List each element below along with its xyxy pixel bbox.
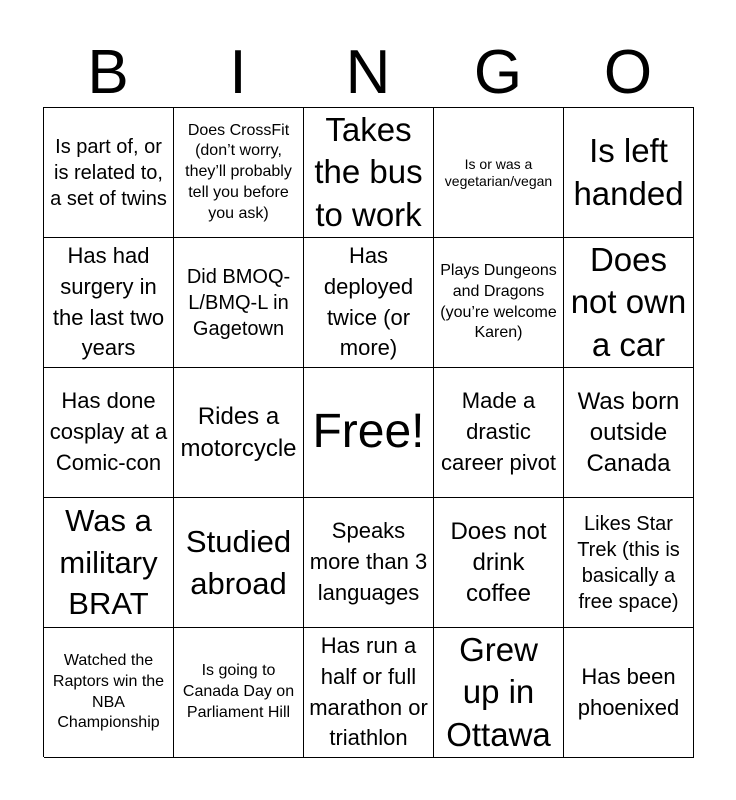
bingo-cell-g5[interactable]: Grew up in Ottawa bbox=[434, 628, 564, 758]
bingo-cell-g1[interactable]: Is or was a vegetarian/vegan bbox=[434, 108, 564, 238]
bingo-cell-b3[interactable]: Has done cosplay at a Comic-con bbox=[44, 368, 174, 498]
header-letter-i: I bbox=[229, 38, 247, 107]
bingo-cell-n2[interactable]: Has deployed twice (or more) bbox=[304, 238, 434, 368]
header-letter-o: O bbox=[603, 38, 653, 107]
bingo-cell-b2[interactable]: Has had surgery in the last two years bbox=[44, 238, 174, 368]
bingo-cell-o3[interactable]: Was born outside Canada bbox=[564, 368, 694, 498]
bingo-cell-g4[interactable]: Does not drink coffee bbox=[434, 498, 564, 628]
bingo-cell-o5[interactable]: Has been phoenixed bbox=[564, 628, 694, 758]
header-letter-g: G bbox=[473, 38, 523, 107]
bingo-cell-n4[interactable]: Speaks more than 3 languages bbox=[304, 498, 434, 628]
bingo-cell-o4[interactable]: Likes Star Trek (this is basically a free space) bbox=[564, 498, 694, 628]
bingo-cell-o2[interactable]: Does not own a car bbox=[564, 238, 694, 368]
header-letter-b: B bbox=[87, 38, 129, 107]
bingo-cell-n1[interactable]: Takes the bus to work bbox=[304, 108, 434, 238]
bingo-cell-b5[interactable]: Watched the Raptors win the NBA Championship bbox=[44, 628, 174, 758]
bingo-cell-i4[interactable]: Studied abroad bbox=[174, 498, 304, 628]
bingo-cell-n5[interactable]: Has run a half or full marathon or triathlon bbox=[304, 628, 434, 758]
bingo-cell-b1[interactable]: Is part of, or is related to, a set of twins bbox=[44, 108, 174, 238]
bingo-cell-g3[interactable]: Made a drastic career pivot bbox=[434, 368, 564, 498]
header-letter-n: N bbox=[345, 38, 391, 107]
bingo-cell-b4[interactable]: Was a military BRAT bbox=[44, 498, 174, 628]
bingo-cell-i3[interactable]: Rides a motorcycle bbox=[174, 368, 304, 498]
bingo-cell-i5[interactable]: Is going to Canada Day on Parliament Hill bbox=[174, 628, 304, 758]
bingo-cell-i1[interactable]: Does CrossFit (don’t worry, they’ll probably tell you before you ask) bbox=[174, 108, 304, 238]
bingo-header bbox=[43, 38, 693, 108]
bingo-cell-g2[interactable]: Plays Dungeons and Dragons (you’re welcome Karen) bbox=[434, 238, 564, 368]
bingo-cell-free[interactable]: Free! bbox=[304, 368, 434, 498]
bingo-board bbox=[43, 107, 694, 757]
bingo-cell-i2[interactable]: Did BMOQ-L/BMQ-L in Gagetown bbox=[174, 238, 304, 368]
bingo-cell-o1[interactable]: Is left handed bbox=[564, 108, 694, 238]
